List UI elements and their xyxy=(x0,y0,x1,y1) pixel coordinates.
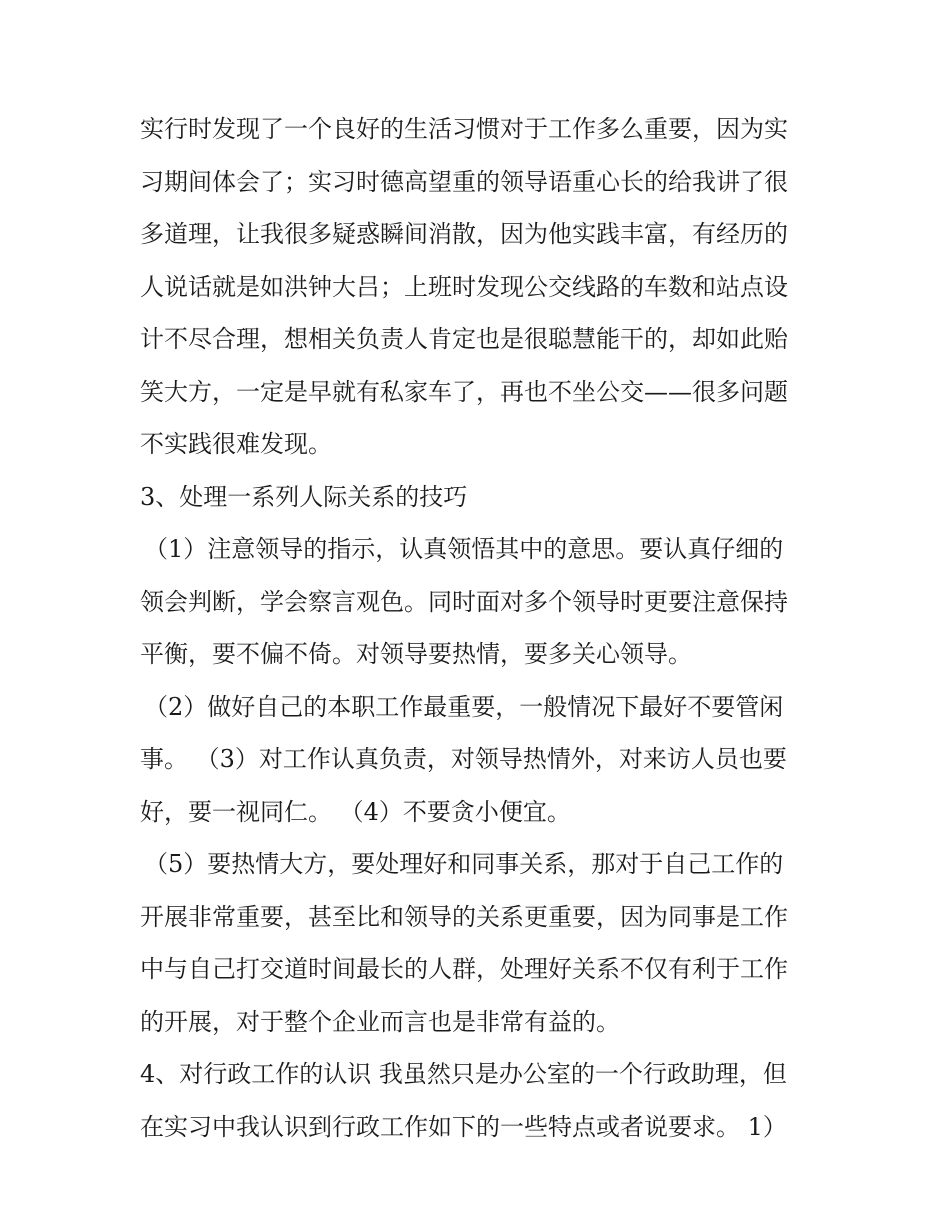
text-line: 中与自己打交道时间最长的人群，处理好关系不仅有利于工作 xyxy=(140,955,788,983)
text-line: 实行时发现了一个良好的生活习惯对于工作多么重要，因为实 xyxy=(140,115,788,143)
text-line: 事。 （3）对工作认真负责，对领导热情外，对来访人员也要 xyxy=(140,745,787,773)
text-line: 习期间体会了；实习时德高望重的领导语重心长的给我讲了很 xyxy=(140,167,788,196)
text-line: 领会判断，学会察言观色。同时面对多个领导时更要注意保持 xyxy=(140,587,788,616)
text-line: （5）要热情大方，要处理好和同事关系，那对于自己工作的 xyxy=(144,850,784,878)
text-line: 人说话就是如洪钟大吕；上班时发现公交线路的车数和站点设 xyxy=(140,272,788,301)
section-heading: 4、对行政工作的认识 我虽然只是办公室的一个行政助理，但 xyxy=(140,1060,787,1088)
text-line: 笑大方，一定是早就有私家车了，再也不坐公交——很多问题 xyxy=(140,377,788,406)
text-line: （1）注意领导的指示，认真领悟其中的意思。要认真仔细的 xyxy=(144,535,784,563)
text-line: 在实习中我认识到行政工作如下的一些特点或者说要求。 1） xyxy=(140,1112,787,1141)
text-line: 不实践很难发现。 xyxy=(140,430,332,458)
document-body xyxy=(140,103,820,1153)
text-line: 多道理，让我很多疑惑瞬间消散，因为他实践丰富，有经历的 xyxy=(140,220,788,248)
text-line: 好，要一视同仁。 （4）不要贪小便宜。 xyxy=(140,797,571,826)
text-line: 平衡，要不偏不倚。对领导要热情，要多关心领导。 xyxy=(140,640,692,668)
text-line: 计不尽合理，想相关负责人肯定也是很聪慧能干的，却如此贻 xyxy=(140,325,788,353)
text-line: 开展非常重要，甚至比和领导的关系更重要，因为同事是工作 xyxy=(140,902,788,931)
text-line: （2）做好自己的本职工作最重要，一般情况下最好不要管闲 xyxy=(144,692,784,721)
text-line: 的开展，对于整个企业而言也是非常有益的。 xyxy=(140,1007,620,1036)
section-heading: 3、处理一系列人际关系的技巧 xyxy=(140,482,468,511)
